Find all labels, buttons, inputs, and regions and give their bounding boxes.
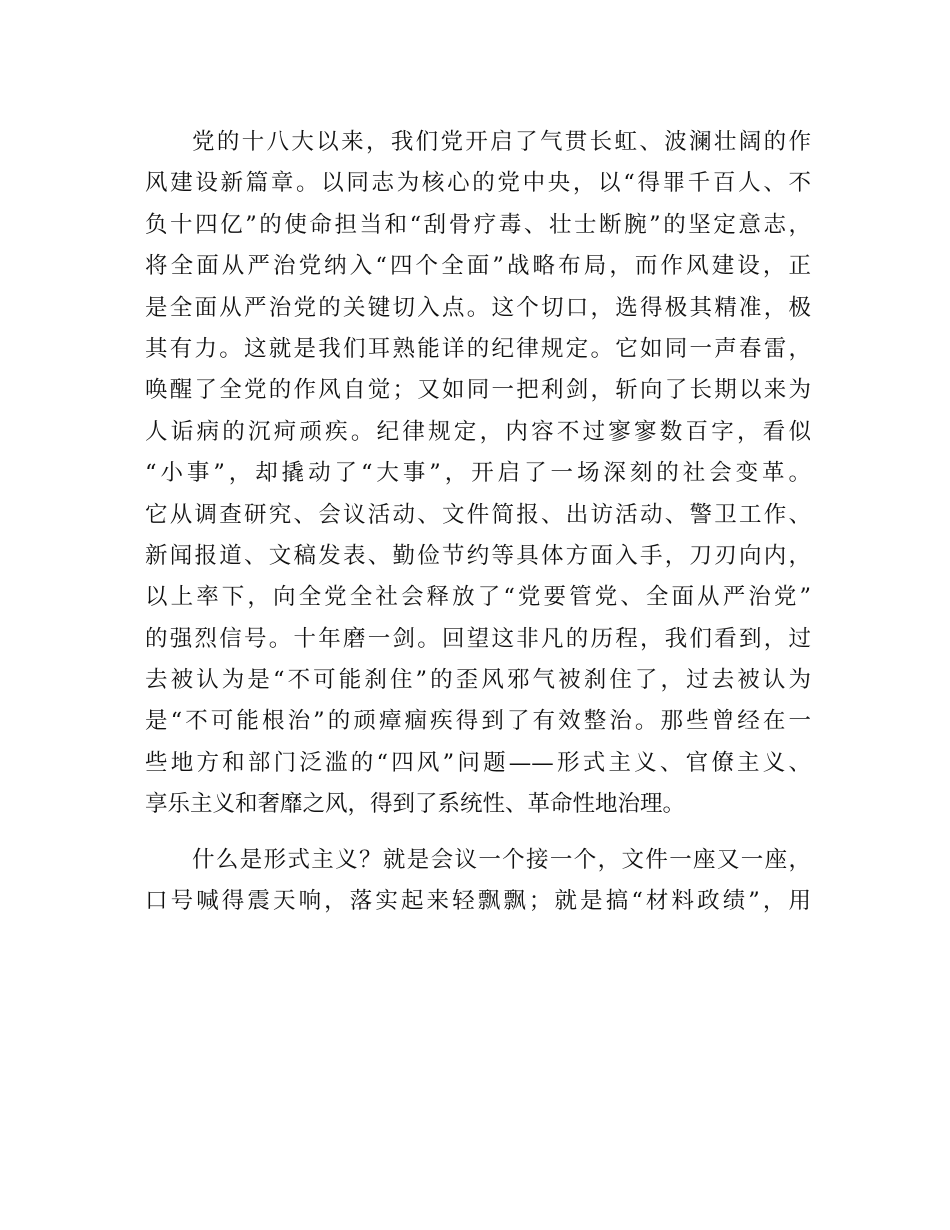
- text-line: 党的十八大以来，我们党开启了气贯长虹、波澜壮阔的作: [192, 129, 811, 155]
- text-line: 人诟病的沉疴顽疾。纪律规定，内容不过寥寥数百字，看似: [145, 418, 811, 445]
- text-line: 将全面从严治党纳入“四个全面”战略布局，而作风建设，正: [145, 253, 811, 280]
- text-line: 什么是形式主义？就是会议一个接一个，文件一座又一座，: [192, 846, 811, 873]
- text-line: 去被认为是“不可能刹住”的歪风邪气被刹住了，过去被认为: [145, 667, 811, 694]
- text-line: 是全面从严治党的关键切入点。这个切口，选得极其精准，极: [145, 294, 811, 321]
- text-line: 是“不可能根治”的顽瘴痼疾得到了有效整治。那些曾经在一: [145, 708, 811, 735]
- text-line: “小事”，却撬动了“大事”，开启了一场深刻的社会变革。: [145, 460, 811, 487]
- paragraph-2: [145, 840, 811, 923]
- text-line: 的强烈信号。十年磨一剑。回望这非凡的历程，我们看到，过: [145, 625, 811, 652]
- text-line: 负十四亿”的使命担当和“刮骨疗毒、壮士断腕”的坚定意志，: [145, 211, 811, 238]
- text-line: 些地方和部门泛滥的“四风”问题——形式主义、官僚主义、: [145, 749, 811, 776]
- document-page: [145, 122, 811, 922]
- text-line: 风建设新篇章。以同志为核心的党中央，以“得罪千百人、不: [145, 170, 811, 197]
- text-line: 以上率下，向全党全社会释放了“党要管党、全面从严治党”: [145, 584, 811, 611]
- text-line: 享乐主义和奢靡之风，得到了系统性、革命性地治理。: [145, 791, 686, 818]
- text-line: 口号喊得震天响，落实起来轻飘飘；就是搞“材料政绩”，用: [145, 888, 811, 915]
- text-line: 唤醒了全党的作风自觉；又如同一把利剑，斩向了长期以来为: [145, 377, 811, 404]
- text-line: 新闻报道、文稿发表、勤俭节约等具体方面入手，刀刃向内，: [145, 542, 811, 569]
- paragraph-1: [145, 122, 811, 826]
- text-line: 它从调查研究、会议活动、文件简报、出访活动、警卫工作、: [145, 501, 811, 528]
- text-line: 其有力。这就是我们耳熟能详的纪律规定。它如同一声春雷，: [145, 335, 811, 362]
